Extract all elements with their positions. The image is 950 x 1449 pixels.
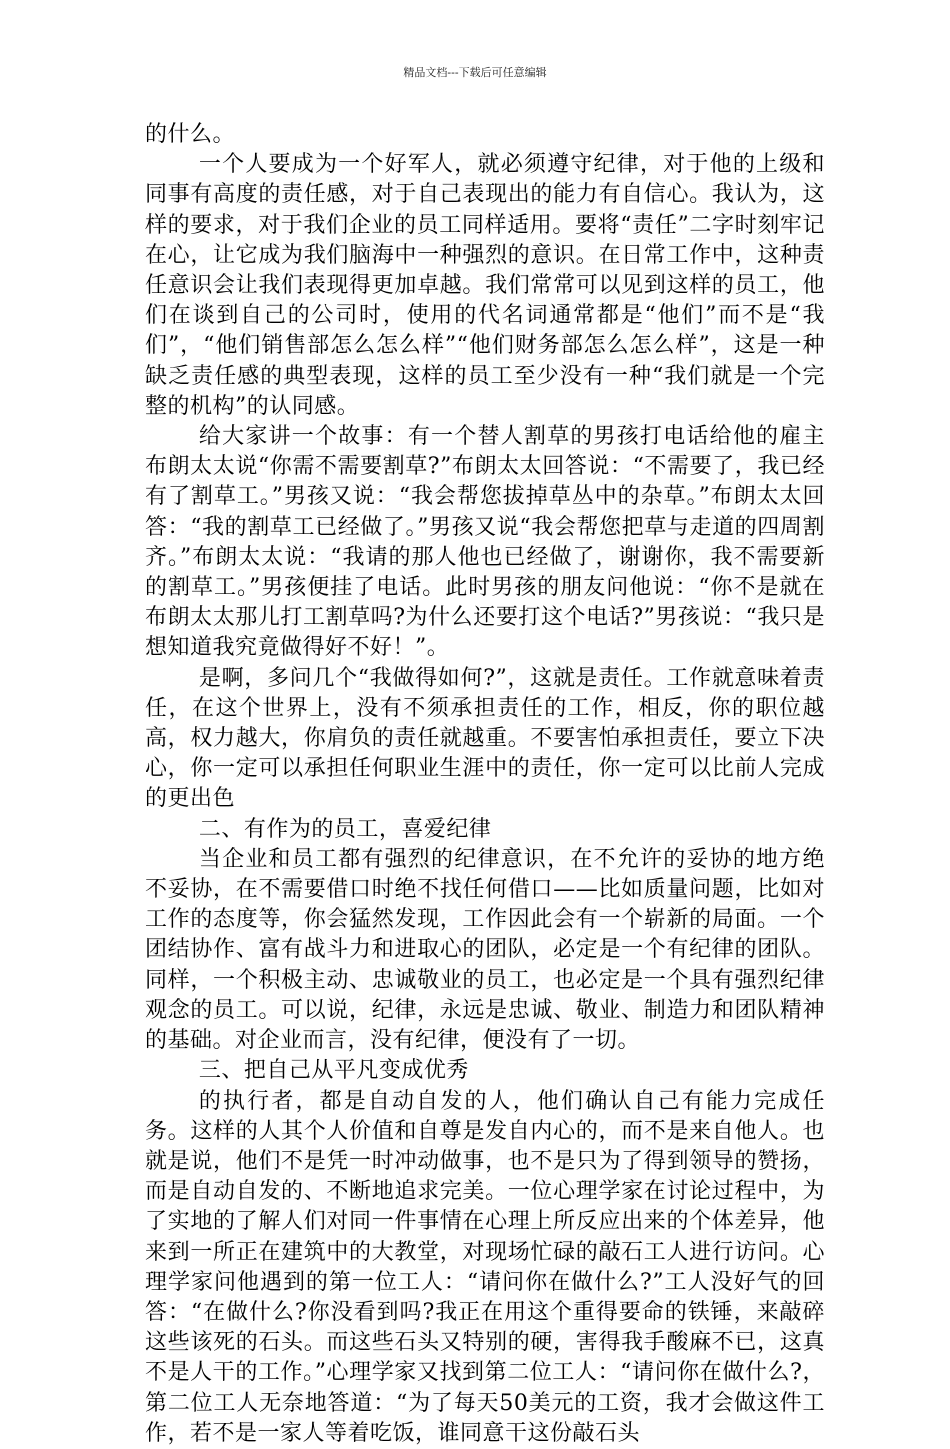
page-header: 精品文档---下载后可任意编辑	[403, 66, 547, 79]
paragraph: 是啊，多问几个“我做得如何?”，这就是责任。工作就意味着责任，在这个世界上，没有不须承担责任的工作，相反，你的职位越高，权力越大，你肩负的责任就越重。不要害怕承担责任，要立下决心，你一定可以承担任何职业生涯中的责任，你一定可以比前人完成的更出色	[145, 665, 825, 812]
paragraph: 给大家讲一个故事：有一个替人割草的男孩打电话给他的雇主布朗太太说“你需不需要割草?”布朗太太回答说：“不需要了，我已经有了割草工。”男孩又说：“我会帮您拔掉草丛中的杂草。”布朗太太回答：“我的割草工已经做了。”男孩又说“我会帮您把草与走道的四周割齐。”布朗太太说：“我请的那人他也已经做了，谢谢你，我不需要新的割草工。”男孩便挂了电话。此时男孩的朋友问他说：“你不是就在布朗太太那儿打工割草吗?为什么还要打这个电话?”男孩说：“我只是想知道我究竟做得好不好！”。	[145, 424, 825, 661]
section-heading: 二、有作为的员工，喜爱纪律	[198, 816, 492, 842]
document-body	[145, 120, 825, 1449]
paragraph: 一个人要成为一个好军人，就必须遵守纪律，对于他的上级和同事有高度的责任感，对于自己表现出的能力有自信心。我认为，这样的要求，对于我们企业的员工同样适用。要将“责任”二字时刻牢记在心，让它成为我们脑海中一种强烈的意识。在日常工作中，这种责任意识会让我们表现得更加卓越。我们常常可以见到这样的员工，他们在谈到自己的公司时，使用的代名词通常都是“他们”而不是“我们”，“他们销售部怎么怎么样”“他们财务部怎么怎么样”，这是一种缺乏责任感的典型表现，这样的员工至少没有一种“我们就是一个完整的机构”的认同感。	[145, 152, 825, 419]
paragraph: 的执行者，都是自动自发的人，他们确认自己有能力完成任务。这样的人其个人价值和自尊是发自内心的，而不是来自他人。也就是说，他们不是凭一时冲动做事，也不是只为了得到领导的赞扬，而是自动自发的、不断地追求完美。一位心理学家在讨论过程中，为了实地的了解人们对同一件事情在心理上所反应出来的个体差异，他来到一所正在建筑中的大教堂，对现场忙碌的敲石工人进行访问。心理学家问他遇到的第一位工人：“请问你在做什么?”工人没好气的回答：“在做什么?你没看到吗?我正在用这个重得要命的铁锤，来敲碎这些该死的石头。而这些石头又特别的硬，害得我手酸麻不已，这真不是人干的工作。”心理学家又找到第二位工人：“请问你在做什么?，第二位工人无奈地答道：“为了每天50美元的工资，我才会做这件工作，若不是一家人等着吃饭，谁同意干这份敲石头	[145, 1088, 825, 1446]
section-heading: 三、把自己从平凡变成优秀	[198, 1058, 469, 1084]
paragraph: 的什么。	[145, 122, 236, 147]
paragraph: 当企业和员工都有强烈的纪律意识，在不允许的妥协的地方绝不妥协，在不需要借口时绝不找任何借口——比如质量问题，比如对工作的态度等，你会猛然发现，工作因此会有一个崭新的局面。一个团结协作、富有战斗力和进取心的团队，必定是一个有纪律的团队。同样，一个积极主动、忠诚敬业的员工，也必定是一个具有强烈纪律观念的员工。可以说，纪律，永远是忠诚、敬业、制造力和团队精神的基础。对企业而言，没有纪律，便没有了一切。	[145, 846, 825, 1054]
